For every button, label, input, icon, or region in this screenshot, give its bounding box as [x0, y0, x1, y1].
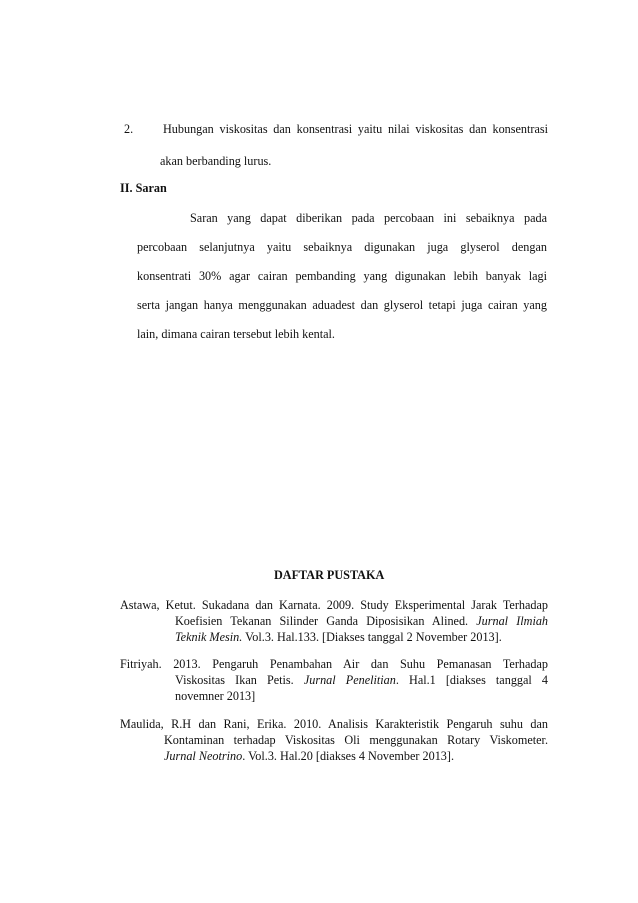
saran-paragraph-line: serta jangan hanya menggunakan aduadest dan glyserol tetapi juga cairan yang	[137, 298, 547, 312]
list-item-number: 2.	[124, 122, 134, 136]
reference-line: novemner 2013]	[175, 689, 256, 703]
references-heading: DAFTAR PUSTAKA	[274, 568, 385, 582]
list-item-text-line1: Hubungan viskositas dan konsentrasi yaitu nilai viskositas dan konsentrasi	[163, 122, 548, 136]
reference-line: Viskositas Ikan Petis. Jurnal Penelitian. Hal.1 [diakses tanggal 4	[175, 673, 549, 687]
reference-line: Maulida, R.H dan Rani, Erika. 2010. Analisis Karakteristik Pengaruh suhu dan	[120, 717, 548, 731]
reference-line: Jurnal Neotrino. Vol.3. Hal.20 [diakses 4 November 2013].	[164, 749, 454, 763]
reference-item	[120, 656, 548, 704]
saran-paragraph-line: konsentrati 30% agar cairan pembanding yang digunakan lebih banyak lagi	[137, 269, 547, 283]
section-heading-saran: II. Saran	[120, 181, 167, 195]
list-item-text-line2: akan berbanding lurus.	[160, 154, 272, 168]
reference-item	[120, 597, 548, 645]
reference-line: Kontaminan terhadap Viskositas Oli menggunakan Rotary Viskometer.	[164, 733, 548, 747]
reference-item	[120, 716, 548, 764]
reference-line: Astawa, Ketut. Sukadana dan Karnata. 2009. Study Eksperimental Jarak Terhadap	[120, 598, 548, 612]
reference-line: Teknik Mesin. Vol.3. Hal.133. [Diakses tanggal 2 November 2013].	[175, 630, 502, 644]
reference-line: Fitriyah. 2013. Pengaruh Penambahan Air dan Suhu Pemanasan Terhadap	[120, 657, 548, 671]
saran-paragraph-line: percobaan selanjutnya yaitu sebaiknya digunakan juga glyserol dengan	[137, 240, 547, 254]
saran-paragraph-line: Saran yang dapat diberikan pada percobaan ini sebaiknya pada	[190, 211, 547, 225]
saran-paragraph-line: lain, dimana cairan tersebut lebih kental.	[137, 327, 335, 341]
reference-line: Koefisien Tekanan Silinder Ganda Diposisikan Alined. Jurnal Ilmiah	[175, 614, 549, 628]
